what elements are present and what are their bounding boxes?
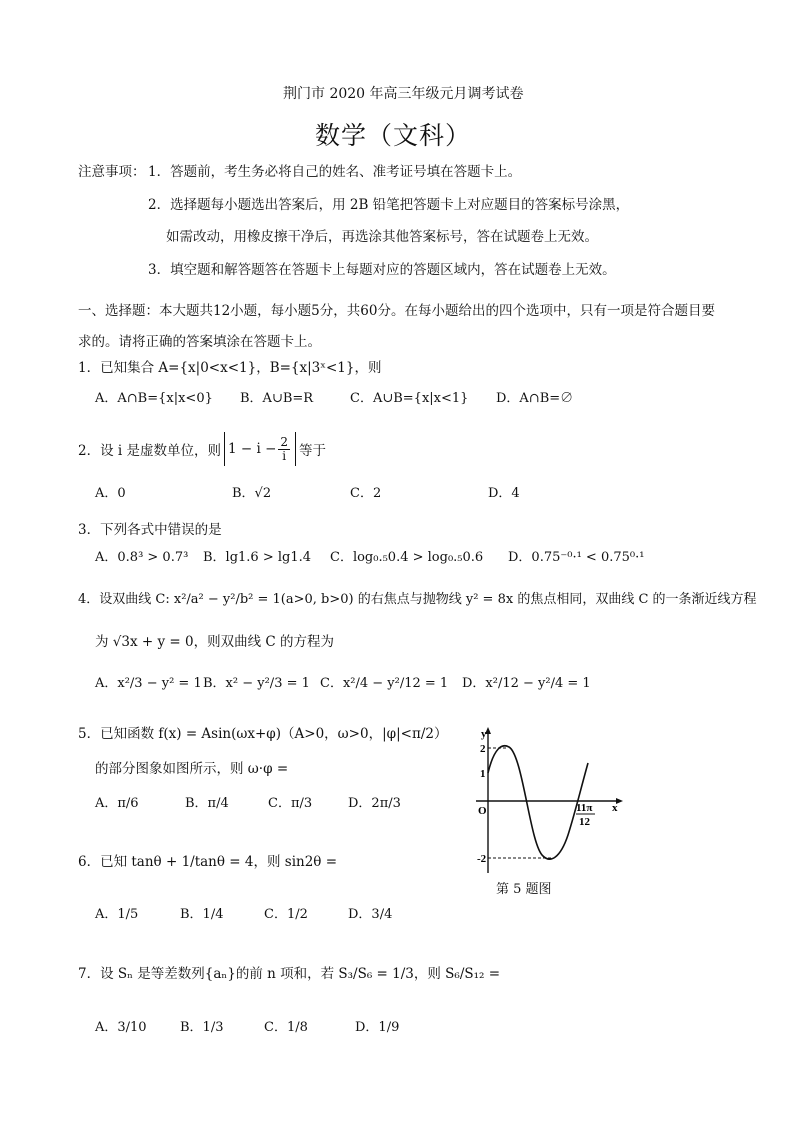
q5-stem-line2: 的部分图象如图所示，则 ω·φ =	[95, 761, 289, 777]
q2-stem-pre: 2．设 i 是虚数单位，则	[78, 443, 221, 459]
q1-option-b: B．A∪B=R	[240, 391, 314, 406]
graph-tick-11pi: 11π	[576, 802, 593, 814]
q2-option-c: C．2	[350, 486, 382, 501]
notice-item-1: 1．答题前，考生务必将自己的姓名、准考证号填在答题卡上。	[148, 164, 522, 180]
notice-item-2a: 2．选择题每小题选出答案后，用 2B 铅笔把答题卡上对应题目的答案标号涂黑，	[148, 197, 630, 213]
q5-option-a: A．π/6	[95, 796, 139, 811]
graph-tick-2: 2	[480, 743, 486, 755]
q5-option-d: D．2π/3	[348, 796, 401, 811]
q4-stem-line1: 4．设双曲线 C: x²/a² − y²/b² = 1(a>0, b>0) 的右焦点与抛物线 y² = 8x 的焦点相同，双曲线 C 的一条渐近线方程	[78, 592, 757, 607]
graph-curve	[488, 746, 588, 859]
graph-x-label: x	[612, 802, 618, 814]
graph-tick-12: 12	[579, 816, 590, 828]
q3-option-c: C．log₀.₅0.4 > log₀.₅0.6	[330, 550, 484, 565]
q5-option-b: B．π/4	[185, 796, 229, 811]
q3-option-b: B．lg1.6 > lg1.4	[203, 550, 312, 565]
q7-option-a: A．3/10	[95, 1020, 147, 1035]
q7-option-b: B．1/3	[180, 1020, 224, 1035]
notice-item-2b: 如需改动，用橡皮擦干净后，再选涂其他答案标号，答在试题卷上无效。	[166, 229, 598, 245]
q4-option-c: C．x²/4 − y²/12 = 1	[320, 676, 449, 691]
q2-stem	[78, 432, 326, 466]
exam-subtitle: 荆门市 2020 年高三年级元月调考试卷	[283, 86, 524, 102]
q6-option-c: C．1/2	[264, 907, 308, 922]
q2-abs-content: 1 − i −	[228, 441, 277, 457]
q2-frac-den: i	[282, 448, 287, 463]
section-1-instructions-cont: 求的。请将正确的答案填涂在答题卡上。	[78, 334, 321, 350]
q4-option-b: B．x² − y²/3 = 1	[203, 676, 310, 691]
q2-option-a: A．0	[95, 486, 126, 501]
q3-stem: 3．下列各式中错误的是	[78, 522, 222, 538]
q3-option-a: A．0.8³ > 0.7³	[95, 550, 189, 565]
q6-option-d: D．3/4	[348, 907, 393, 922]
section-1-instructions: 一、选择题：本大题共12小题，每小题5分，共60分。在每小题给出的四个选项中，只有一项是符合题目要	[78, 303, 715, 319]
q7-option-d: D．1/9	[355, 1020, 400, 1035]
q2-stem-post: 等于	[299, 443, 327, 459]
q1-stem: 1．已知集合 A={x|0<x<1}，B={x|3ˣ<1}，则	[78, 360, 382, 376]
q5-figure-caption: 第 5 题图	[496, 882, 552, 897]
q5-sine-graph	[468, 725, 628, 880]
q2-option-d: D．4	[488, 486, 520, 501]
notice-item-3: 3．填空题和解答题答在答题卡上每题对应的答题区域内，答在试题卷上无效。	[148, 262, 616, 278]
graph-tick-minus-2: -2	[477, 853, 487, 865]
q1-option-d: D．A∩B=∅	[496, 391, 574, 406]
q2-fraction	[278, 436, 290, 463]
q3-option-d: D．0.75⁻⁰·¹ < 0.75⁰·¹	[508, 550, 645, 565]
q6-option-a: A．1/5	[95, 907, 139, 922]
q2-abs-expression	[224, 432, 296, 466]
q6-option-b: B．1/4	[180, 907, 224, 922]
graph-tick-1: 1	[480, 768, 486, 780]
q5-stem-line1: 5．已知函数 f(x) = Asin(ωx+φ)（A>0，ω>0，|φ|<π/2）	[78, 726, 448, 742]
q1-option-a: A．A∩B={x|x<0}	[95, 391, 213, 406]
q7-option-c: C．1/8	[264, 1020, 308, 1035]
q2-frac-num: 2	[280, 434, 289, 449]
graph-origin-label: O	[478, 805, 487, 817]
q4-option-a: A．x²/3 − y² = 1	[95, 676, 202, 691]
exam-title: 数学（文科）	[315, 121, 472, 150]
q1-option-c: C．A∪B={x|x<1}	[350, 391, 469, 406]
q4-stem-line2: 为 √3x + y = 0，则双曲线 C 的方程为	[95, 634, 335, 650]
graph-y-label: y	[481, 728, 487, 740]
q7-stem: 7．设 Sₙ 是等差数列{aₙ}的前 n 项和，若 S₃/S₆ = 1/3，则 S₆/S₁₂ =	[78, 966, 501, 982]
q6-stem: 6．已知 tanθ + 1/tanθ = 4，则 sin2θ =	[78, 854, 338, 870]
q4-option-d: D．x²/12 − y²/4 = 1	[462, 676, 591, 691]
q2-option-b: B．√2	[232, 486, 272, 501]
notice-label: 注意事项：	[78, 164, 146, 180]
q5-option-c: C．π/3	[268, 796, 313, 811]
